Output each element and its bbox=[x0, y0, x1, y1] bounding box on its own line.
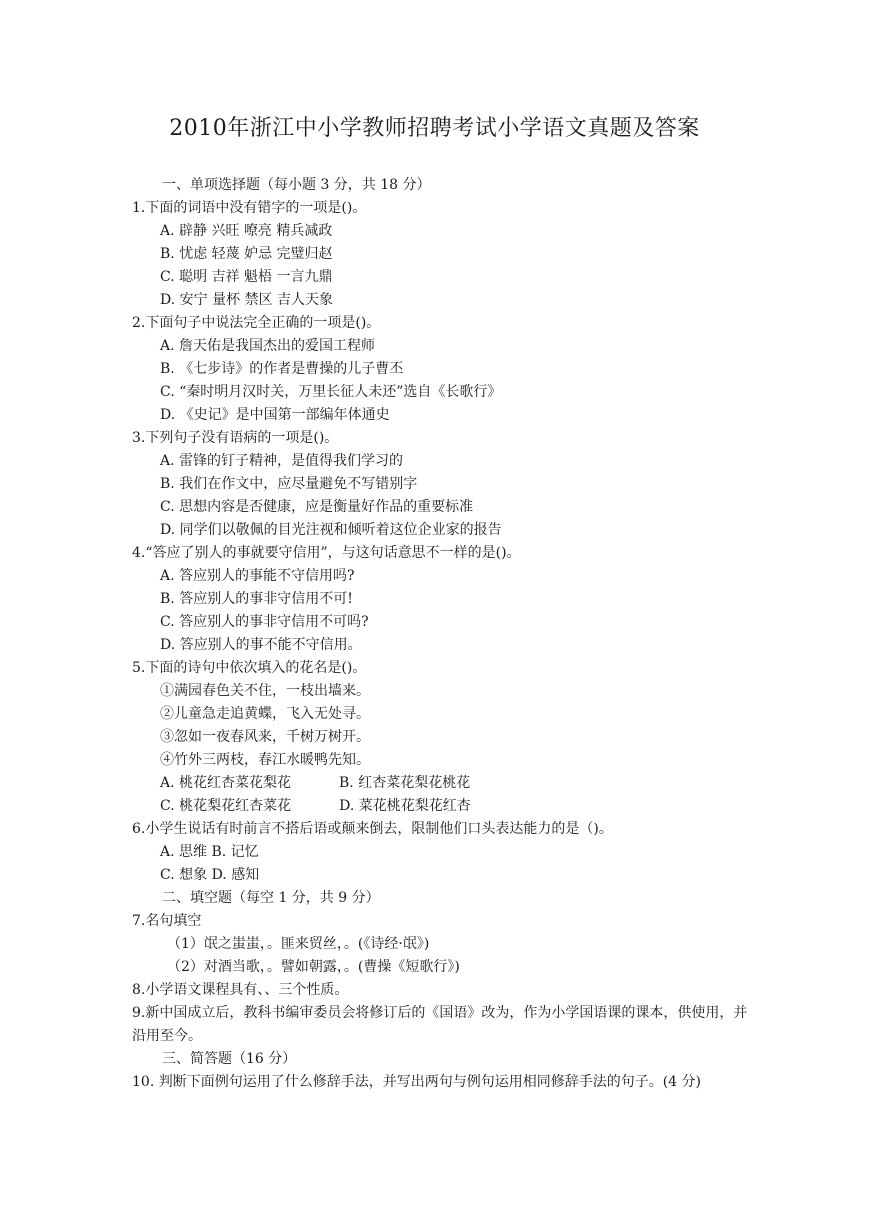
question-5-stem: 5.下面的诗句中依次填入的花名是()。 bbox=[132, 660, 367, 676]
question-2-option-a: A. 詹天佑是我国杰出的爱国工程师 bbox=[160, 338, 376, 354]
question-8: 8.小学语文课程具有、、三个性质。 bbox=[132, 982, 349, 998]
question-5-poem-4: ④竹外三两枝，春江水暖鸭先知。 bbox=[160, 752, 370, 768]
question-5-poem-2: ②儿童急走追黄蝶，飞入无处寻。 bbox=[160, 706, 370, 722]
question-5-option-a: A. 桃花红杏菜花梨花 bbox=[160, 775, 292, 791]
question-6-stem: 6.小学生说话有时前言不搭后语或颠来倒去，限制他们口头表达能力的是（)。 bbox=[132, 821, 613, 837]
question-5-options-row-2 bbox=[132, 795, 752, 818]
question-3-option-a: A. 雷锋的钉子精神，是值得我们学习的 bbox=[160, 453, 404, 469]
question-9: 9.新中国成立后，教科书编审委员会将修订后的《国语》改为，作为小学国语课的课本，供使用，并沿用至今。 bbox=[132, 1005, 748, 1044]
document-body bbox=[132, 174, 752, 1094]
question-2-stem: 2.下面句子中说法完全正确的一项是()。 bbox=[132, 315, 381, 331]
question-1-option-a: A. 辟静 兴旺 嘹亮 精兵减政 bbox=[160, 223, 333, 239]
document-title: 2010年浙江中小学教师招聘考试小学语文真题及答案 bbox=[169, 116, 700, 141]
question-4-option-c: C. 答应别人的事非守信用不可吗? bbox=[160, 614, 369, 630]
question-3-option-c: C. 思想内容是否健康，应是衡量好作品的重要标准 bbox=[160, 499, 474, 515]
question-5-option-d: D. 菜花桃花梨花红杏 bbox=[339, 798, 471, 814]
question-1-stem: 1.下面的词语中没有错字的一项是()。 bbox=[132, 200, 367, 216]
question-5-options-row-1 bbox=[132, 772, 752, 795]
question-6-options-row-2: C. 想象 D. 感知 bbox=[160, 867, 260, 883]
question-6-options-row-1: A. 思维 B. 记忆 bbox=[160, 844, 259, 860]
question-1-option-b: B. 忧虑 轻蔑 妒忌 完璧归赵 bbox=[160, 246, 333, 262]
question-7-stem: 7.名句填空 bbox=[132, 913, 202, 929]
question-5-poem-3: ③忽如一夜春风来，千树万树开。 bbox=[160, 729, 370, 745]
section-heading-short-answer: 三、简答题（16 分） bbox=[162, 1051, 297, 1067]
question-3-stem: 3.下列句子没有语病的一项是()。 bbox=[132, 430, 339, 446]
question-3-option-d: D. 同学们以敬佩的目光注视和倾听着这位企业家的报告 bbox=[160, 522, 502, 538]
question-5-option-c: C. 桃花梨花红杏菜花 bbox=[160, 798, 292, 814]
question-10: 10. 判断下面例句运用了什么修辞手法，并写出两句与例句运用相同修辞手法的句子。(4 分) bbox=[132, 1074, 701, 1090]
question-7-blank-1: （1）氓之蚩蚩，。匪来贸丝，。(《诗经·氓》) bbox=[167, 936, 430, 952]
question-2-option-d: D. 《史记》是中国第一部编年体通史 bbox=[160, 407, 390, 423]
question-4-option-b: B. 答应别人的事非守信用不可! bbox=[160, 591, 353, 607]
question-7-blank-2: （2）对酒当歌，。譬如朝露，。(曹操《短歌行》) bbox=[167, 959, 460, 975]
question-2-option-c: C. “秦时明月汉时关，万里长征人未还”选自《长歌行》 bbox=[160, 384, 502, 400]
question-3-option-b: B. 我们在作文中，应尽量避免不写错别字 bbox=[160, 476, 418, 492]
question-5-option-b: B. 红杏菜花梨花桃花 bbox=[339, 775, 471, 791]
section-heading-choice: 一、单项选择题（每小题 3 分，共 18 分） bbox=[162, 177, 431, 193]
question-4-option-d: D. 答应别人的事不能不守信用。 bbox=[160, 637, 362, 653]
question-1-option-d: D. 安宁 量杯 禁区 吉人天象 bbox=[160, 292, 333, 308]
question-1-option-c: C. 聪明 吉祥 魁梧 一言九鼎 bbox=[160, 269, 333, 285]
section-heading-fill: 二、填空题（每空 1 分，共 9 分） bbox=[162, 890, 380, 906]
question-5-poem-1: ①满园春色关不住，一枝出墙来。 bbox=[160, 683, 370, 699]
question-4-option-a: A. 答应别人的事能不守信用吗? bbox=[160, 568, 355, 584]
question-4-stem: 4.“答应了别人的事就要守信用”，与这句话意思不一样的是()。 bbox=[132, 545, 521, 561]
question-2-option-b: B. 《七步诗》的作者是曹操的儿子曹丕 bbox=[160, 361, 404, 377]
